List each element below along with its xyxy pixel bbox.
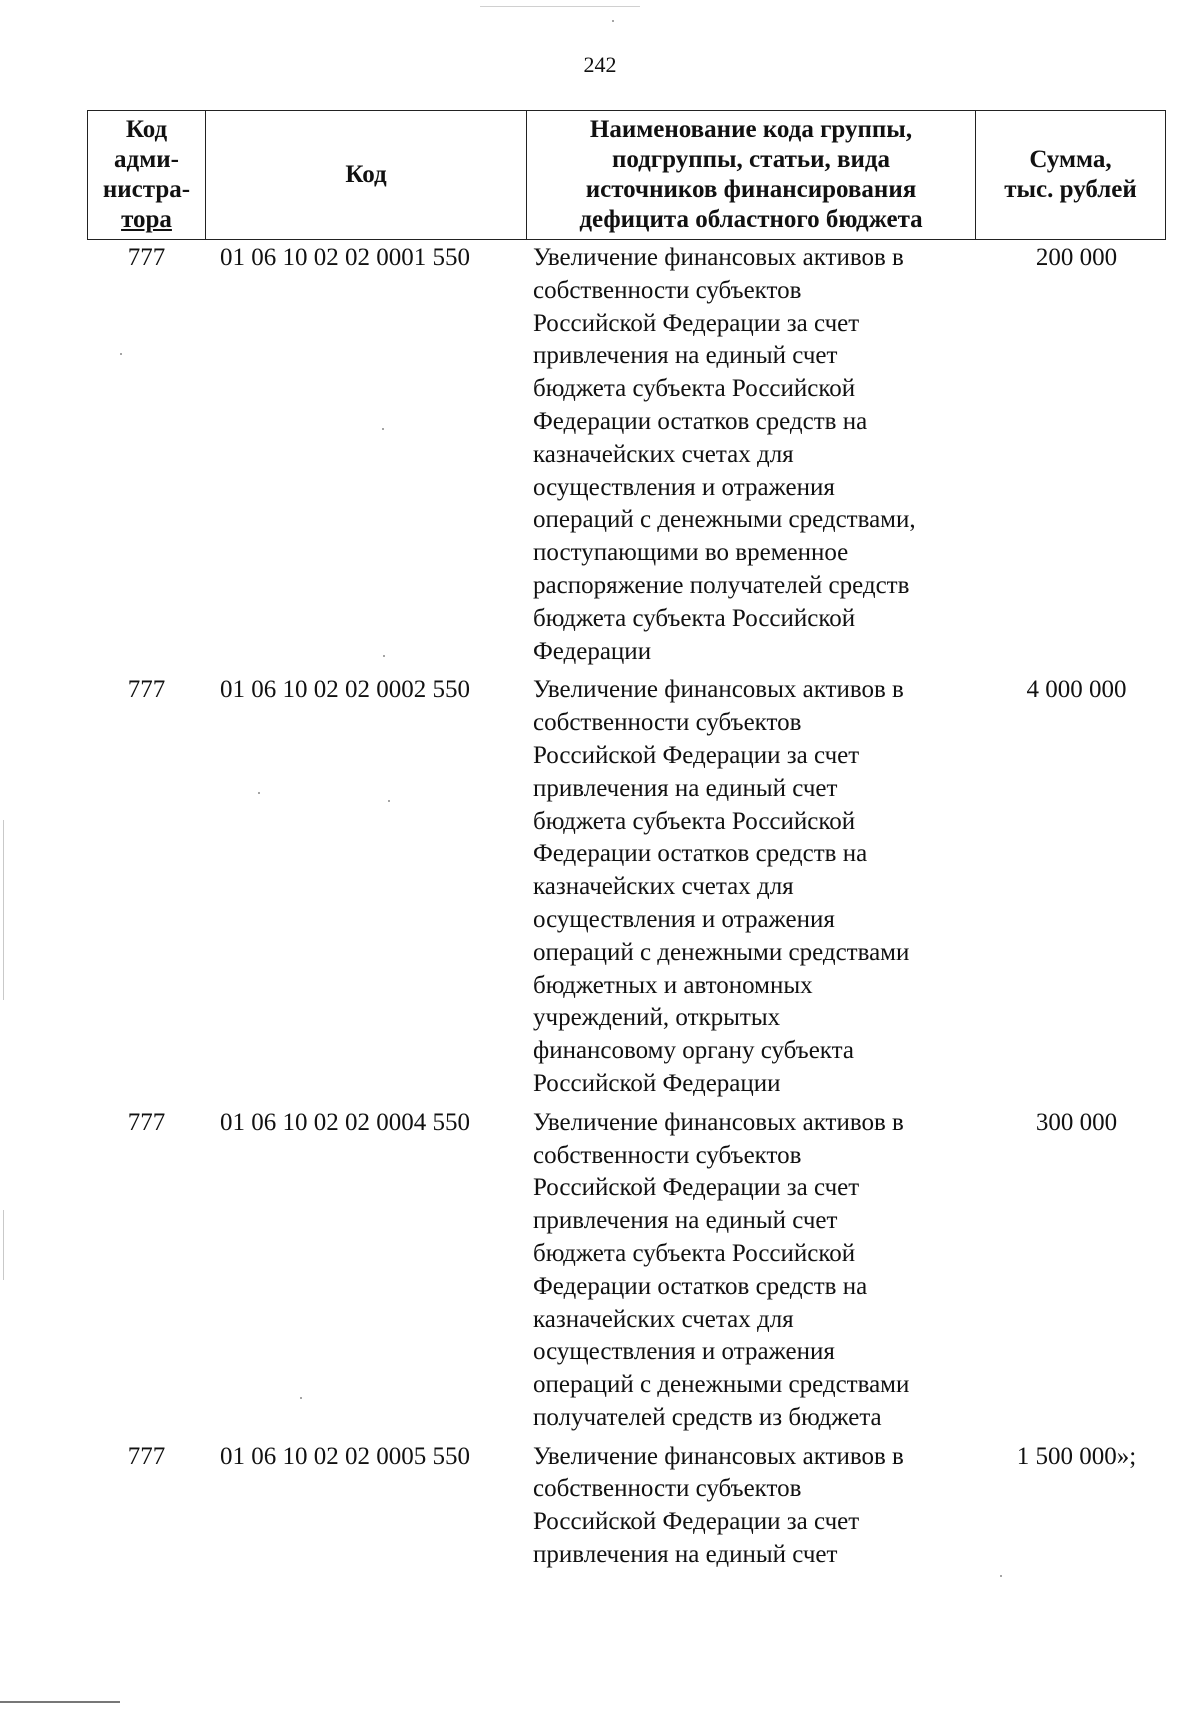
cell-amount: 200 000 bbox=[1035, 244, 1118, 271]
header-name-line: Наименование кода группы, bbox=[589, 116, 913, 143]
cell-name-line: Российской Федерации bbox=[533, 1069, 781, 1097]
cell-admin-code: 777 bbox=[127, 676, 166, 704]
cell-admin-code: 777 bbox=[127, 244, 166, 271]
page-number: 242 bbox=[583, 52, 617, 77]
cell-amount: 4 000 000 bbox=[1026, 676, 1127, 704]
cell-name bbox=[527, 240, 976, 673]
table-body bbox=[88, 240, 1166, 1576]
cell-name-line: Увеличение финансовых активов в bbox=[533, 1108, 904, 1136]
header-admin-code bbox=[88, 111, 206, 240]
scan-speck bbox=[258, 792, 260, 794]
header-name bbox=[527, 111, 976, 240]
cell-name bbox=[527, 1439, 976, 1576]
sources-table-container bbox=[87, 110, 1165, 1576]
cell-name-line: бюджетных и автономных bbox=[533, 971, 813, 999]
cell-name bbox=[527, 672, 976, 1104]
cell-name-line: казначейских счетах для bbox=[533, 440, 794, 468]
cell-budget-code: 01 06 10 02 02 0001 550 bbox=[220, 244, 470, 271]
cell-admin-code: 777 bbox=[127, 1108, 166, 1136]
cell-name-line: собственности субъектов bbox=[533, 709, 802, 737]
scan-speck bbox=[388, 800, 390, 802]
cell-name-line: бюджета субъекта Российской bbox=[533, 375, 856, 403]
cell-name-line: привлечения на единый счет bbox=[533, 1541, 838, 1569]
cell-name-line: Федерации остатков средств на bbox=[533, 1272, 868, 1300]
header-amount-line: Сумма, bbox=[1029, 146, 1112, 173]
cell-name-line: казначейских счетах для bbox=[533, 873, 794, 901]
cell-budget-code: 01 06 10 02 02 0005 550 bbox=[220, 1442, 470, 1470]
cell-name-line: бюджета субъекта Российской bbox=[533, 1239, 856, 1267]
cell-name-line: Российской Федерации за счет bbox=[533, 741, 860, 769]
cell-name-line: распоряжение получателей средств bbox=[533, 571, 910, 599]
cell-name-line: Увеличение финансовых активов в bbox=[533, 1442, 904, 1470]
cell-admin-code: 777 bbox=[127, 1442, 166, 1470]
cell-name-line: поступающими во временное bbox=[533, 539, 849, 567]
cell-name-line: операций с денежными средствами bbox=[533, 938, 910, 966]
scan-speck bbox=[300, 1397, 302, 1399]
cell-name-line: получателей средств из бюджета bbox=[533, 1403, 882, 1431]
cell-name-line: осуществления и отражения bbox=[533, 905, 835, 933]
sources-table bbox=[87, 110, 1166, 1576]
cell-name-line: Федерации bbox=[533, 637, 652, 665]
table-row bbox=[88, 1439, 1166, 1576]
cell-name-line: Российской Федерации за счет bbox=[533, 309, 860, 337]
header-name-line: источников финансирования bbox=[585, 176, 917, 203]
cell-name-line: казначейских счетах для bbox=[533, 1305, 794, 1333]
cell-name-line: финансовому органу субъекта bbox=[533, 1037, 854, 1065]
cell-name-line: Федерации остатков средств на bbox=[533, 840, 868, 868]
scan-speck bbox=[120, 353, 122, 355]
table-row bbox=[88, 1105, 1166, 1439]
header-admin-line: адми- bbox=[114, 146, 179, 173]
cell-name-line: собственности субъектов bbox=[533, 1475, 802, 1503]
cell-budget-code: 01 06 10 02 02 0002 550 bbox=[220, 676, 470, 704]
header-amount bbox=[976, 111, 1166, 240]
cell-name-line: осуществления и отражения bbox=[533, 473, 835, 501]
header-admin-line: Код bbox=[125, 116, 168, 143]
header-code: Код bbox=[206, 111, 527, 240]
cell-name-line: учреждений, открытых bbox=[533, 1004, 781, 1032]
table-row bbox=[88, 240, 1166, 673]
header-name-line: подгруппы, статьи, вида bbox=[611, 146, 891, 173]
cell-name-line: операций с денежными средствами bbox=[533, 1371, 910, 1399]
cell-name bbox=[527, 1105, 976, 1439]
cell-name-line: привлечения на единый счет bbox=[533, 342, 838, 370]
table-header bbox=[88, 111, 1166, 240]
cell-name-line: Российской Федерации за счет bbox=[533, 1508, 860, 1536]
cell-name-line: Увеличение финансовых активов в bbox=[533, 244, 904, 271]
cell-name-line: операций с денежными средствами, bbox=[533, 506, 916, 534]
cell-name-line: собственности субъектов bbox=[533, 276, 802, 304]
scan-speck bbox=[382, 428, 384, 430]
cell-name-line: бюджета субъекта Российской bbox=[533, 604, 856, 632]
header-amount-line: тыс. рублей bbox=[1004, 176, 1137, 203]
header-admin-line: нистра- bbox=[102, 176, 191, 203]
scan-speck bbox=[383, 655, 385, 657]
scan-edge-line bbox=[480, 6, 640, 7]
cell-name-line: привлечения на единый счет bbox=[533, 774, 838, 802]
cell-budget-code: 01 06 10 02 02 0004 550 bbox=[220, 1108, 470, 1136]
header-name-line: дефицита областного бюджета bbox=[579, 206, 923, 233]
cell-name-line: Федерации остатков средств на bbox=[533, 407, 868, 435]
cell-name-line: привлечения на единый счет bbox=[533, 1207, 838, 1235]
scan-speck bbox=[612, 20, 614, 22]
header-admin-line: тора bbox=[121, 206, 172, 233]
cell-name-line: бюджета субъекта Российской bbox=[533, 807, 856, 835]
scan-edge-line bbox=[3, 1210, 4, 1280]
cell-amount: 1 500 000»; bbox=[1016, 1442, 1137, 1470]
cell-name-line: собственности субъектов bbox=[533, 1141, 802, 1169]
cell-amount: 300 000 bbox=[1035, 1108, 1118, 1136]
scan-speck bbox=[1000, 1575, 1002, 1577]
cell-name-line: Увеличение финансовых активов в bbox=[533, 676, 904, 704]
table-row bbox=[88, 672, 1166, 1104]
scan-edge-line bbox=[0, 1701, 120, 1703]
cell-name-line: осуществления и отражения bbox=[533, 1338, 835, 1366]
cell-name-line: Российской Федерации за счет bbox=[533, 1174, 860, 1202]
scan-edge-line bbox=[3, 820, 4, 1000]
